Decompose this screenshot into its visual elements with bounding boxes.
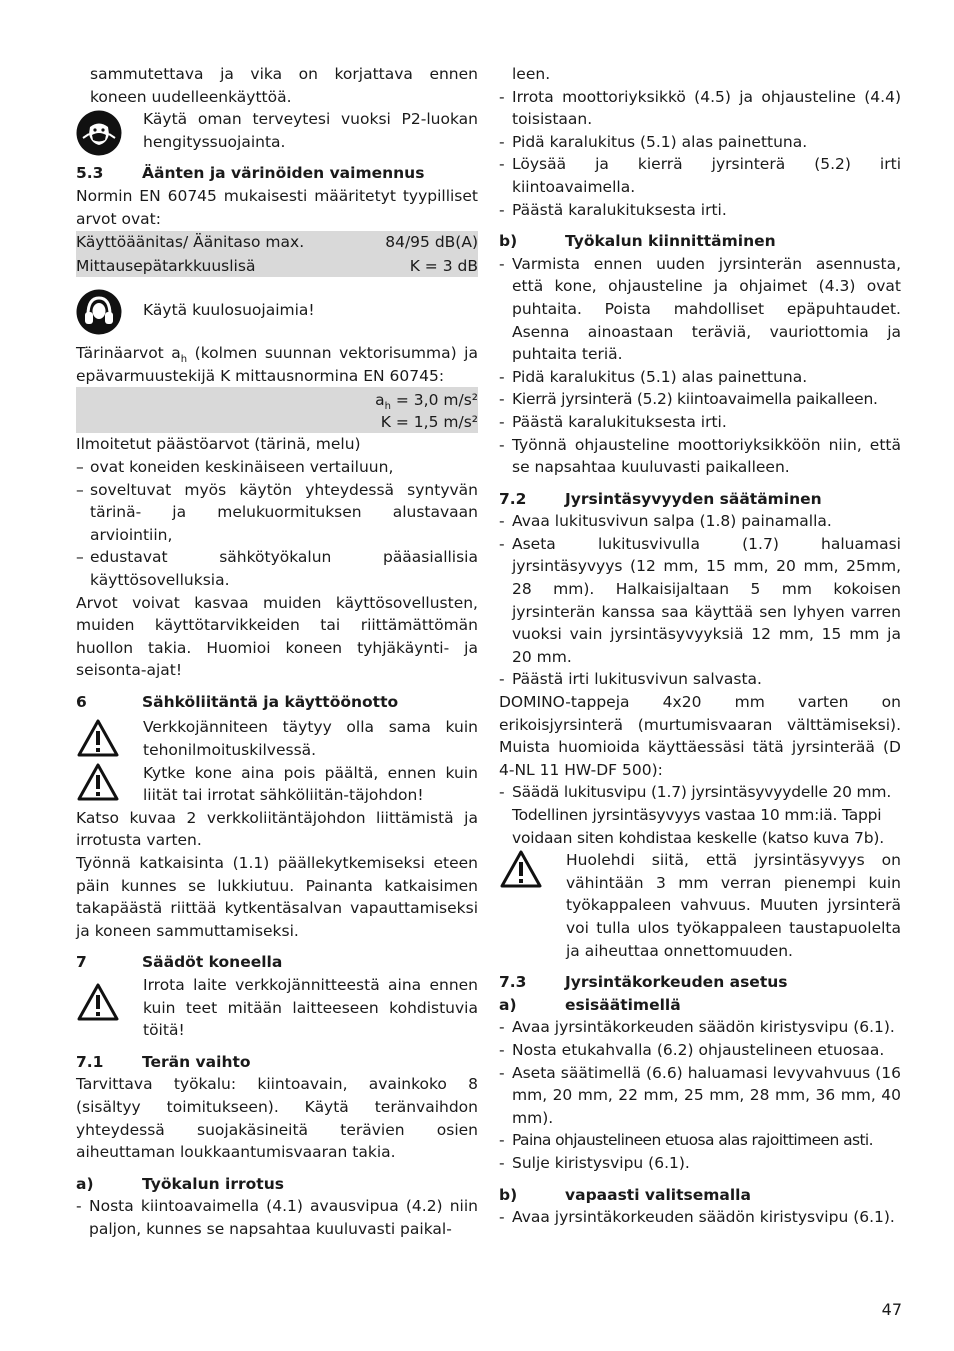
- section-7-3-heading: 7.3 Jyrsintäkorkeuden asetus: [499, 973, 788, 992]
- page-number: 47: [881, 1300, 902, 1319]
- list-item: – ovat koneiden keskinäiseen vertailuun,: [76, 457, 394, 476]
- mask-notice: [76, 108, 478, 153]
- mask-notice-text: Käytä oman terveytesi vuoksi P2-luokan hengityssuojainta.: [143, 110, 478, 151]
- list-item: - Avaa jyrsintäkorkeuden säädön kiristysvipu (6.1).: [499, 1018, 895, 1037]
- right-column: [499, 63, 901, 1229]
- list-item: - Löysää ja kierrä jyrsinterä (5.2) irti kiintoavaimella.: [499, 155, 901, 196]
- list-item: – soveltuvat myös käytön yhteydessä syntyvän tärinä- ja melukuormituksen alustavaan arviointiin,: [76, 480, 478, 544]
- section-6-p1: Katso kuvaa 2 verkkoliitäntäjohdon liittämistä ja irrotusta varten.: [76, 808, 478, 850]
- list-item: - Pidä karalukitus (5.1) alas painettuna.: [499, 132, 808, 151]
- section-7-1-text: Tarvittava työkalu: kiintoavain, avainkoko 8 (sisältyy toimitukseen). Käytä teränvaihdon yhteydessä suojakäsineitä terävien osien aiheuttaman loukkaantumisvaaran takia.: [76, 1075, 478, 1162]
- emission-intro: Ilmoitetut päästöarvot (tärinä, melu): [76, 435, 361, 454]
- domino-note: DOMINO-tappeja 4x20 mm varten on erikoisjyrsinterä (murtumisvaaran välttämiseksi). Muista huomioida käyttäessäsi tätä jyrsinterää (D 4-NL 11 HW-DF 500):: [499, 693, 901, 779]
- warning-depth-text: Huolehdi siitä, että jyrsintäsyvyys on vähintään 3 mm verran pienempi kuin työkappaleen vahvuus. Muuten jyrsinterä voi tulla ulos työkappaleen taustapuolelta ja aiheuttaa onnettomuuden.: [566, 851, 901, 960]
- list-item: - Nosta etukahvalla (6.2) ohjaustelineen etuosaa.: [499, 1040, 885, 1059]
- warning-triangle-icon: [499, 849, 543, 896]
- list-item: - Aseta lukitusvivulla (1.7) haluamasi jyrsintäsyvyys (12 mm, 15 mm, 20 mm, 25mm, 28 mm). Halkaisijaltaan 5 mm kokoisen jyrsinterän kanssa saa käyttää sen lyhyen varren vuoksi vain jyrsintäsyvyyksiä 12 mm, 15 mm ja 20 mm.: [499, 534, 901, 666]
- warning-triangle-icon: [76, 762, 120, 809]
- vibration-intro: Tärinäarvot $a_h$ (kolmen suunnan vektorisumma) ja epävarmuustekijä K mittausnormina EN 60745:: [76, 344, 478, 385]
- ear-protection-icon: [76, 289, 122, 342]
- list-item: - Aseta säätimellä (6.6) haluamasi levyvahvuus (16 mm, 20 mm, 22 mm, 25 mm, 28 mm, 36 mm, 40 mm).: [499, 1063, 901, 1127]
- list-item: - Irrota moottoriyksikkö (4.5) ja ohjausteline (4.4) toisistaan.: [499, 87, 901, 129]
- continuation-text: sammutettava ja vika on korjattava ennen koneen uudelleenkäyttöä.: [90, 65, 478, 106]
- list-item: - Päästä karalukituksesta irti.: [499, 200, 727, 219]
- warning-disconnect-text: Irrota laite verkkojännitteestä aina ennen kuin teet mitään laitteeseen kohdistuvia töitä!: [143, 976, 478, 1040]
- section-7-1b-heading: b) Työkalun kiinnittäminen: [499, 232, 776, 251]
- table-row: Mittausepätarkkuuslisä K = 3 dB: [76, 257, 478, 276]
- section-5-3-closing: Arvot voivat kasvaa muiden käyttösovellusten, muiden käyttötarvikkeiden tai riittämättömän huollon takia. Huomioi koneen tyhjäkäynti- ja seisonta-ajat!: [76, 593, 478, 680]
- warning-switch-off-text: Kytke kone aina pois päältä, ennen kuin liität tai irrotat sähköliitän-täjohdon!: [143, 763, 478, 805]
- ear-notice-text: Käytä kuulosuojaimia!: [143, 301, 315, 320]
- respirator-mask-icon: [76, 110, 122, 163]
- section-7-3b-heading: b) vapaasti valitsemalla: [499, 1185, 751, 1204]
- section-5-3-intro: Normin EN 60745 mukaisesti määritetyt tyypilliset arvot ovat:: [76, 186, 478, 228]
- section-7-1a-heading: a) Työkalun irrotus: [76, 1174, 284, 1193]
- section-6-p2: Työnnä katkaisinta (1.1) päällekytkemiseksi eteen päin kunnes se lukkiutuu. Painanta katkaisimen takapäästä riittää kytkentäsalvan vapauttamiseksi ja koneen sammuttamiseksi.: [76, 854, 478, 940]
- list-item: - Varmista ennen uuden jyrsinterän asennusta, että kone, ohjausteline ja ohjaimet (4.3) ovat puhtaita. Poista mahdolliset epäpuhtaudet. Asenna ainoastaan teräviä, vauriottomia ja puhtaita teriä.: [499, 254, 901, 364]
- warning-switch-off: [76, 762, 478, 807]
- list-item: - Päästä karalukituksesta irti.: [499, 412, 727, 431]
- list-item: - Avaa lukitusvivun salpa (1.8) painamalla.: [499, 512, 832, 531]
- section-7-heading: 7 Säädöt koneella: [76, 953, 283, 972]
- vibration-value-ah: $a_h = 3,0$ m/s²: [375, 391, 478, 413]
- section-7-3a-heading: a) esisäätimellä: [499, 995, 681, 1014]
- warning-depth: [499, 849, 901, 962]
- warning-voltage: [76, 716, 478, 761]
- vibration-value-k: K = 1,5 m/s²: [380, 413, 478, 432]
- list-item: - Päästä irti lukitusvivun salvasta.: [499, 670, 762, 689]
- list-item: - Sulje kiristysvipu (6.1).: [499, 1153, 690, 1172]
- warning-triangle-icon: [76, 718, 120, 765]
- list-item: - Paina ohjaustelineen etuosa alas rajoittimeen asti.: [499, 1131, 873, 1150]
- list-item: - Pidä karalukitus (5.1) alas painettuna.: [499, 367, 808, 386]
- list-item: - Nosta kiintoavaimella (4.1) avausvipua (4.2) niin paljon, kunnes se napsahtaa kuuluvasti paikal-: [76, 1197, 478, 1238]
- list-item: - Työnnä ohjausteline moottoriyksikköön niin, että se napsahtaa kuuluvasti paikalleen.: [499, 435, 901, 477]
- warning-triangle-icon: [76, 982, 120, 1029]
- section-6-heading: 6 Sähköliitäntä ja käyttöönotto: [76, 692, 399, 711]
- warning-voltage-text: Verkkojänniteen täytyy olla sama kuin tehonilmoituskilvessä.: [143, 718, 478, 760]
- left-column: [76, 63, 478, 1241]
- list-item: - Kierrä jyrsinterä (5.2) kiintoavaimella paikalleen.: [499, 390, 878, 409]
- warning-disconnect: [76, 974, 478, 1042]
- list-item: - Avaa jyrsintäkorkeuden säädön kiristysvipu (6.1).: [499, 1208, 895, 1227]
- section-7-1-heading: 7.1 Terän vaihto: [76, 1052, 251, 1071]
- table-row: Käyttöäänitas/ Äänitaso max. 84/95 dB(A): [76, 233, 478, 252]
- list-item: – edustavat sähkötyökalun pääasiallisia käyttösovelluksia.: [76, 548, 478, 589]
- section-7-2-heading: 7.2 Jyrsintäsyvyyden säätäminen: [499, 489, 822, 508]
- continuation-text: leen.: [512, 65, 551, 83]
- vibration-values: [76, 387, 478, 433]
- sound-table: [76, 231, 478, 277]
- ear-notice: [76, 289, 478, 335]
- section-5-3-heading: 5.3 Äänten ja värinöiden vaimennus: [76, 164, 425, 183]
- list-item: - Säädä lukitusvipu (1.7) jyrsintäsyvyydelle 20 mm. Todellinen jyrsintäsyvyys vastaa 10 mm:iä. Tappi voidaan siten kohdistaa keskelle (katso kuva 7b).: [499, 783, 892, 847]
